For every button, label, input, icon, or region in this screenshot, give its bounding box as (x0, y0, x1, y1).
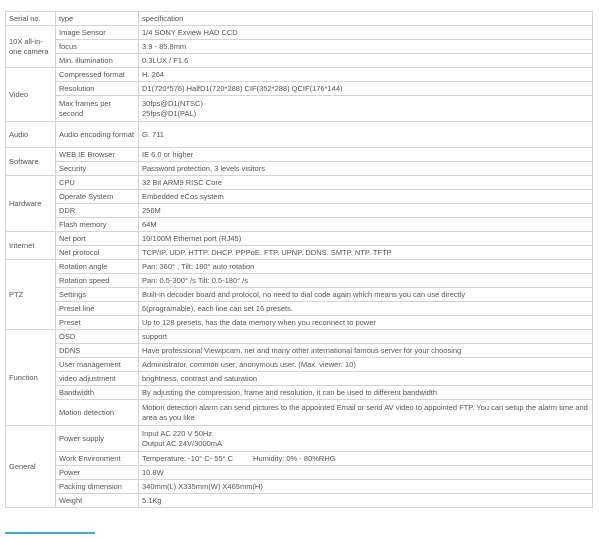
table-row (6, 344, 593, 358)
spec-value: 3.9 - 85.8mm (142, 41, 187, 51)
type-cell: Flash memory (56, 218, 139, 232)
type-cell: Preset (56, 316, 139, 330)
table-row (6, 204, 593, 218)
specification-table-body (6, 12, 593, 508)
spec-value: 10.8W (142, 467, 164, 477)
table-row (6, 68, 593, 82)
spec-cell (139, 148, 593, 162)
type-cell: Audio encoding format (56, 122, 139, 148)
type-cell: Power (56, 466, 139, 480)
table-row (6, 26, 593, 40)
type-cell: Settings (56, 288, 139, 302)
spec-cell (139, 358, 593, 372)
table-row (6, 232, 593, 246)
table-row (6, 288, 593, 302)
table-row (6, 218, 593, 232)
spec-cell (139, 480, 593, 494)
spec-cell (139, 344, 593, 358)
type-cell: Operate System (56, 190, 139, 204)
table-row (6, 190, 593, 204)
table-row (6, 372, 593, 386)
spec-cell (139, 96, 593, 122)
table-row (6, 176, 593, 190)
type-cell: Max frames per second (56, 96, 139, 122)
spec-value-line-2: 25fps@D1(PAL) (142, 108, 197, 118)
spec-value: support (142, 331, 168, 341)
table-row (6, 494, 593, 508)
spec-cell (139, 26, 593, 40)
table-row (6, 54, 593, 68)
table-row (6, 302, 593, 316)
spec-value: TCP/IP. UDP. HTTP. DHCP. PPPoE. FTP. UPNP. DDNS. SMTP. NTP. TFTP (142, 247, 392, 257)
spec-value: Up to 128 presets, has the data memory when you reconnect to power (142, 317, 376, 327)
table-row (6, 400, 593, 426)
spec-cell (139, 288, 593, 302)
type-cell: DDNS (56, 344, 139, 358)
category-cell: General (6, 426, 56, 508)
type-cell: OSD (56, 330, 139, 344)
spec-value: 6(programable), each line can set 16 presets. (142, 303, 293, 313)
table-row (6, 466, 593, 480)
table-header-row (6, 12, 593, 26)
spec-cell (139, 466, 593, 480)
spec-value: Have professional Viewipcam. net and many other international famous server for your choosing (142, 345, 462, 355)
header-serial-no: Serial no. (6, 12, 56, 26)
spec-cell (139, 274, 593, 288)
type-cell: Power supply (56, 426, 139, 452)
spec-value: 64M (142, 219, 157, 229)
category-cell: Function (6, 330, 56, 426)
type-cell: Resolution (56, 82, 139, 96)
footer-accent-line (5, 532, 95, 534)
table-row (6, 358, 593, 372)
type-cell: Preset line (56, 302, 139, 316)
spec-value: 30fps@D1(NTSC) (142, 98, 203, 108)
spec-value: 32 Bit ARM9 RISC Core (142, 177, 223, 187)
spec-value: 10/100M Ethernet port (RJ45) (142, 233, 242, 243)
spec-value: G. 711 (142, 129, 164, 139)
spec-value: Input AC 220 V 50Hz (142, 428, 213, 438)
table-row (6, 452, 593, 466)
type-cell: Rotation speed (56, 274, 139, 288)
spec-cell (139, 302, 593, 316)
spec-cell (139, 190, 593, 204)
spec-cell (139, 122, 593, 148)
type-cell: focus (56, 40, 139, 54)
type-cell: Security (56, 162, 139, 176)
spec-value: IE 6.0 or higher (142, 149, 194, 159)
category-cell: Video (6, 68, 56, 122)
type-cell: Compressed format (56, 68, 139, 82)
spec-cell (139, 426, 593, 452)
type-cell: Image Sensor (56, 26, 139, 40)
type-cell: DDR (56, 204, 139, 218)
table-row (6, 480, 593, 494)
spec-cell (139, 494, 593, 508)
table-row (6, 148, 593, 162)
table-row (6, 274, 593, 288)
type-cell: Weight (56, 494, 139, 508)
type-cell: WEB IE Browser (56, 148, 139, 162)
spec-cell (139, 232, 593, 246)
spec-cell (139, 176, 593, 190)
header-type: type (56, 12, 139, 26)
spec-value: Built-in decoder board and protocol, no need to dial code again which means you can use directly (142, 289, 466, 299)
spec-value: Administrator, common user, anonymous user. (Max. viewer: 10) (142, 359, 356, 369)
spec-cell (139, 386, 593, 400)
type-cell: Min. illumination (56, 54, 139, 68)
table-row (6, 316, 593, 330)
category-cell: Internet (6, 232, 56, 260)
spec-cell (139, 330, 593, 344)
spec-cell (139, 162, 593, 176)
spec-value: Pan: 360° , Tilt: 180° auto rotation (142, 261, 255, 271)
category-cell: Software (6, 148, 56, 176)
spec-cell (139, 452, 593, 466)
category-cell: Audio (6, 122, 56, 148)
spec-value: H. 264 (142, 69, 165, 79)
spec-value: 1/4 SONY Exview HAD CCD (142, 27, 238, 37)
table-row (6, 122, 593, 148)
type-cell: Packing dimension (56, 480, 139, 494)
spec-value: Motion detection alarm can send pictures to the appointed Email or send AV video to appointed FTP. You can setup the alarm time and area as you like (142, 402, 588, 422)
spec-value: By adjusting the compression, frame and resolution, it can be used to different bandwidth (142, 387, 438, 397)
spec-cell (139, 316, 593, 330)
table-row (6, 96, 593, 122)
spec-value: Pan: 0.5-300° /s Tilt: 0.5-180° /s (142, 275, 249, 285)
type-cell: User management (56, 358, 139, 372)
table-row (6, 260, 593, 274)
spec-cell (139, 68, 593, 82)
spec-cell (139, 246, 593, 260)
spec-cell (139, 82, 593, 96)
spec-value: 340mm(L) X335mm(W) X465mm(H) (142, 481, 263, 491)
category-cell: PTZ (6, 260, 56, 330)
spec-value: Password protection, 3 levels visitors (142, 163, 265, 173)
spec-cell (139, 372, 593, 386)
table-row (6, 82, 593, 96)
type-cell: video adjustment (56, 372, 139, 386)
spec-extra-value: Humidity: 0% - 80%RHG (253, 453, 336, 463)
type-cell: Bandwidth (56, 386, 139, 400)
table-row (6, 246, 593, 260)
spec-value-line-2: Output AC 24V/3000mA (142, 438, 223, 448)
type-cell: Rotation angle (56, 260, 139, 274)
type-cell: Net port (56, 232, 139, 246)
type-cell: Net protocol (56, 246, 139, 260)
spec-value: D1(720*576) HalfD1(720*288) CIF(352*288) QCIF(176*144) (142, 83, 343, 93)
specification-table (5, 11, 593, 508)
type-cell: Motion detection (56, 400, 139, 426)
spec-cell (139, 218, 593, 232)
spec-cell (139, 204, 593, 218)
table-row (6, 330, 593, 344)
category-cell: 10X all-in-one camera (6, 26, 56, 68)
category-cell: Hardware (6, 176, 56, 232)
header-specification: specification (139, 12, 593, 26)
table-row (6, 162, 593, 176)
spec-value: 5.1Kg (142, 495, 162, 505)
table-row (6, 426, 593, 452)
spec-cell (139, 40, 593, 54)
spec-cell (139, 54, 593, 68)
spec-value: Embedded eCos system (142, 191, 224, 201)
table-row (6, 386, 593, 400)
spec-value: brightness, contrast and saturation (142, 373, 258, 383)
spec-value: 0.3LUX / F1.6 (142, 55, 189, 65)
spec-value: Temperature: -10° C- 55° C (142, 453, 234, 463)
table-row (6, 40, 593, 54)
spec-cell (139, 400, 593, 426)
spec-cell (139, 260, 593, 274)
type-cell: CPU (56, 176, 139, 190)
spec-value: 256M (142, 205, 161, 215)
type-cell: Work Environment (56, 452, 139, 466)
